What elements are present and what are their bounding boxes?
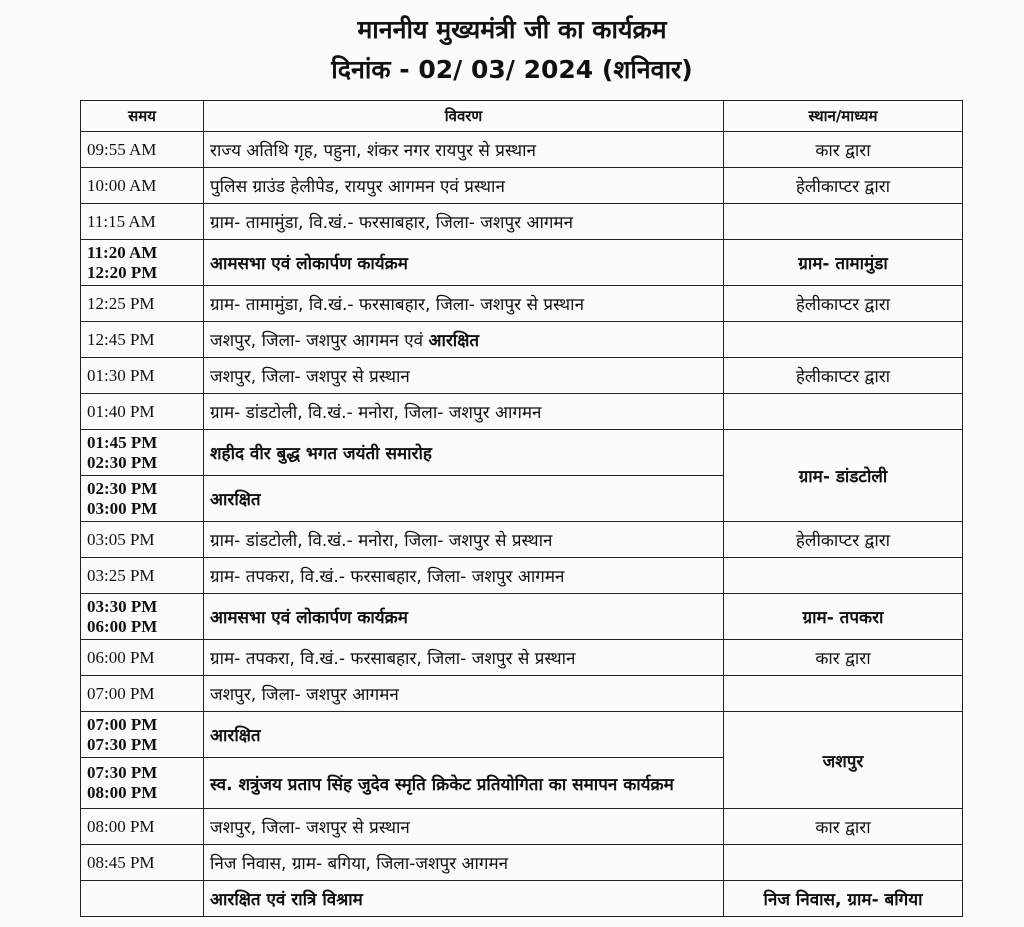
table-row	[81, 286, 963, 322]
place-cell: जशपुर	[724, 712, 963, 809]
table-row	[81, 522, 963, 558]
description-cell: जशपुर, जिला- जशपुर से प्रस्थान	[204, 809, 724, 845]
description-cell: ग्राम- तामामुंडा, वि.खं.- फरसाबहार, जिला- जशपुर से प्रस्थान	[204, 286, 724, 322]
time-cell	[81, 240, 204, 286]
description-cell: स्व. शत्रुंजय प्रताप सिंह जुदेव स्मृति क्रिकेट प्रतियोगिता का समापन कार्यक्रम	[204, 758, 724, 809]
description-cell: आमसभा एवं लोकार्पण कार्यक्रम	[204, 594, 724, 640]
time-cell: 10:00 AM	[81, 168, 204, 204]
time-cell: 03:05 PM	[81, 522, 204, 558]
description-cell: आमसभा एवं लोकार्पण कार्यक्रम	[204, 240, 724, 286]
time-cell: 11:15 AM	[81, 204, 204, 240]
time-cell: 12:45 PM	[81, 322, 204, 358]
place-cell: कार द्वारा	[724, 640, 963, 676]
time-cell: 01:40 PM	[81, 394, 204, 430]
end-time: 02:30 PM	[87, 452, 158, 472]
description-cell: आरक्षित	[204, 476, 724, 522]
place-cell	[724, 845, 963, 881]
start-time: 03:30 PM	[87, 596, 158, 616]
table-row	[81, 430, 963, 476]
description-cell: जशपुर, जिला- जशपुर से प्रस्थान	[204, 358, 724, 394]
place-cell: ग्राम- डांडटोली	[724, 430, 963, 522]
start-time: 07:00 PM	[87, 714, 158, 734]
description-cell: ग्राम- तामामुंडा, वि.खं.- फरसाबहार, जिला- जशपुर आगमन	[204, 204, 724, 240]
place-cell	[724, 558, 963, 594]
time-cell: 07:00 PM	[81, 676, 204, 712]
time-cell	[81, 476, 204, 522]
table-row	[81, 358, 963, 394]
place-cell: कार द्वारा	[724, 809, 963, 845]
date-line: दिनांक - 02/ 03/ 2024 (शनिवार)	[331, 55, 693, 84]
description-cell: आरक्षित एवं रात्रि विश्राम	[204, 881, 724, 917]
description-cell: ग्राम- डांडटोली, वि.खं.- मनोरा, जिला- जशपुर आगमन	[204, 394, 724, 430]
time-cell: 09:55 AM	[81, 132, 204, 168]
column-header-description: विवरण	[204, 101, 724, 132]
description-cell: जशपुर, जिला- जशपुर आगमन	[204, 676, 724, 712]
description-cell: पुलिस ग्राउंड हेलीपेड, रायपुर आगमन एवं प्रस्थान	[204, 168, 724, 204]
time-cell	[81, 594, 204, 640]
table-row	[81, 809, 963, 845]
reserved-label: आरक्षित	[428, 331, 480, 351]
start-time: 07:30 PM	[87, 763, 158, 782]
table-row	[81, 322, 963, 358]
table-header-row	[81, 101, 963, 132]
description-cell: शहीद वीर बुद्ध भगत जयंती समारोह	[204, 430, 724, 476]
column-header-time: समय	[81, 101, 204, 132]
table-row	[81, 676, 963, 712]
table-row	[81, 168, 963, 204]
time-cell: 08:00 PM	[81, 809, 204, 845]
time-cell: 03:25 PM	[81, 558, 204, 594]
table-row	[81, 204, 963, 240]
table-row	[81, 845, 963, 881]
time-cell: 01:30 PM	[81, 358, 204, 394]
time-cell	[81, 712, 204, 758]
end-time: 12:20 PM	[87, 262, 158, 282]
place-cell	[724, 394, 963, 430]
column-header-place: स्थान/माध्यम	[724, 101, 963, 132]
time-cell: 06:00 PM	[81, 640, 204, 676]
table-row	[81, 394, 963, 430]
place-cell	[724, 204, 963, 240]
place-cell: ग्राम- तपकरा	[724, 594, 963, 640]
table-row	[81, 640, 963, 676]
end-time: 06:00 PM	[87, 616, 158, 636]
table-row	[81, 558, 963, 594]
table-row	[81, 712, 963, 758]
table-row	[81, 240, 963, 286]
end-time: 07:30 PM	[87, 734, 158, 754]
time-cell	[81, 881, 204, 917]
time-cell: 12:25 PM	[81, 286, 204, 322]
start-time: 01:45 PM	[87, 432, 158, 452]
time-cell: 08:45 PM	[81, 845, 204, 881]
time-cell	[81, 758, 204, 809]
start-time: 11:20 AM	[87, 242, 158, 262]
description-cell: आरक्षित	[204, 712, 724, 758]
description-cell: ग्राम- तपकरा, वि.खं.- फरसाबहार, जिला- जशपुर से प्रस्थान	[204, 640, 724, 676]
place-cell: कार द्वारा	[724, 132, 963, 168]
place-cell	[724, 676, 963, 712]
place-cell: हेलीकाप्टर द्वारा	[724, 358, 963, 394]
schedule-table	[80, 100, 963, 917]
place-cell	[724, 322, 963, 358]
description-cell: ग्राम- डांडटोली, वि.खं.- मनोरा, जिला- जशपुर से प्रस्थान	[204, 522, 724, 558]
description-cell	[204, 322, 724, 358]
header	[0, 0, 1024, 88]
time-cell	[81, 430, 204, 476]
place-cell: हेलीकाप्टर द्वारा	[724, 168, 963, 204]
place-cell: निज निवास, ग्राम- बगिया	[724, 881, 963, 917]
description-text: जशपुर, जिला- जशपुर आगमन एवं	[210, 331, 429, 351]
table-row	[81, 594, 963, 640]
page-title: माननीय मुख्यमंत्री जी का कार्यक्रम	[357, 15, 667, 44]
place-cell: हेलीकाप्टर द्वारा	[724, 522, 963, 558]
description-cell: राज्य अतिथि गृह, पहुना, शंकर नगर रायपुर से प्रस्थान	[204, 132, 724, 168]
place-cell: ग्राम- तामामुंडा	[724, 240, 963, 286]
description-cell: निज निवास, ग्राम- बगिया, जिला-जशपुर आगमन	[204, 845, 724, 881]
place-cell: हेलीकाप्टर द्वारा	[724, 286, 963, 322]
end-time: 03:00 PM	[87, 498, 158, 518]
table-row	[81, 881, 963, 917]
end-time: 08:00 PM	[87, 783, 158, 802]
start-time: 02:30 PM	[87, 478, 158, 498]
table-row	[81, 132, 963, 168]
description-cell: ग्राम- तपकरा, वि.खं.- फरसाबहार, जिला- जशपुर आगमन	[204, 558, 724, 594]
